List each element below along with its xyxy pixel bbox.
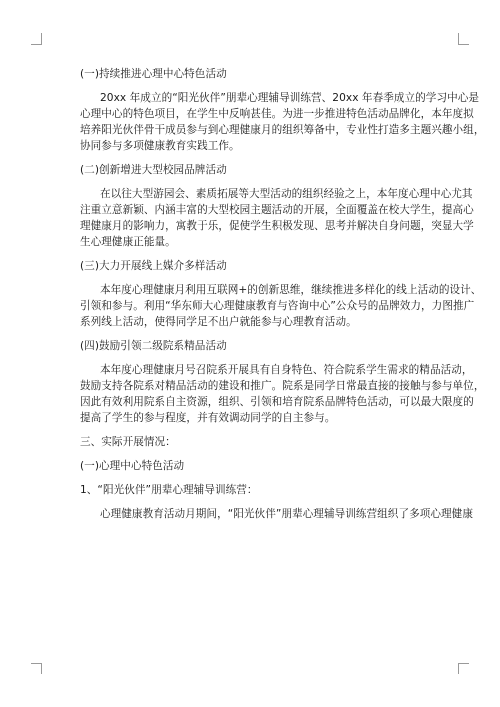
crop-mark-top-right xyxy=(458,33,459,44)
paragraph-line: 培养阳光伙伴骨干成员参与到心理健康月的组织筹备中，专业性打造多主题兴趣小组， xyxy=(80,124,485,136)
paragraph-line: 理健康月的影响力，寓教于乐，促使学生积极发现、思考并解决自身问题，突显大学 xyxy=(80,220,474,232)
section-heading: (二)创新增进大型校园品牌活动 xyxy=(80,164,227,176)
chapter-heading: 三、实际开展情况： xyxy=(80,436,176,448)
paragraph-line: 在以往大型游园会、素质拓展等大型活动的组织经验之上，本年度心理中心尤其 xyxy=(100,188,473,200)
paragraph-line: 鼓励支持各院系对精品活动的建设和推广。院系是同学日常最直接的接触与参与单位， xyxy=(80,380,485,392)
paragraph-line: 协同参与多项健康教育实践工作。 xyxy=(80,140,240,152)
crop-mark-top-left xyxy=(41,33,42,44)
document-body xyxy=(80,64,485,522)
crop-mark-bottom-left xyxy=(41,663,42,674)
paragraph-line: 生心理健康正能量。 xyxy=(80,236,176,248)
paragraph-line: 心理健康教育活动月期间，“阳光伙伴”朋辈心理辅导训练营组织了多项心理健康 xyxy=(100,508,473,520)
subsection-heading: 1、“阳光伙伴”朋辈心理辅导训练营： xyxy=(80,484,258,496)
section-heading: (一)心理中心特色活动 xyxy=(80,460,185,472)
paragraph-line: 系列线上活动，使得同学足不出户就能参与心理教育活动。 xyxy=(80,316,357,328)
paragraph-line: 提高了学生的参与程度，并有效调动同学的自主参与。 xyxy=(80,412,336,424)
section-heading: (三)大力开展线上媒介多样活动 xyxy=(80,260,227,272)
paragraph-line: 心理中心的特色项目，在学生中反响甚佳。为进一步推进特色活动品牌化，本年度拟 xyxy=(80,108,474,120)
paragraph-line: 引领和参与。利用“华东师大心理健康教育与咨询中心”公众号的品牌效力，力图推广 xyxy=(80,300,475,312)
section-heading: (一)持续推进心理中心特色活动 xyxy=(80,68,227,80)
paragraph-line: 本年度心理健康月利用互联网+的创新思维，继续推进多样化的线上活动的设计、 xyxy=(100,284,482,296)
paragraph-line: 本年度心理健康月号召院系开展具有自身特色、符合院系学生需求的精品活动， xyxy=(100,364,473,376)
section-heading: (四)鼓励引领二级院系精品活动 xyxy=(80,340,227,352)
crop-mark-bottom-right xyxy=(458,663,459,674)
paragraph-line: 注重立意新颖、内涵丰富的大型校园主题活动的开展，全面覆盖在校大学生，提高心 xyxy=(80,204,474,216)
crop-mark-top-right xyxy=(458,44,469,45)
crop-mark-top-left xyxy=(31,44,42,45)
crop-mark-bottom-right xyxy=(458,663,469,664)
paragraph-line: 因此有效利用院系自主资源，组织、引领和培育院系品牌特色活动，可以最大限度的 xyxy=(80,396,474,408)
paragraph-line: 20xx 年成立的“阳光伙伴”朋辈心理辅导训练营、20xx 年春季成立的学习中心是 xyxy=(100,92,480,104)
